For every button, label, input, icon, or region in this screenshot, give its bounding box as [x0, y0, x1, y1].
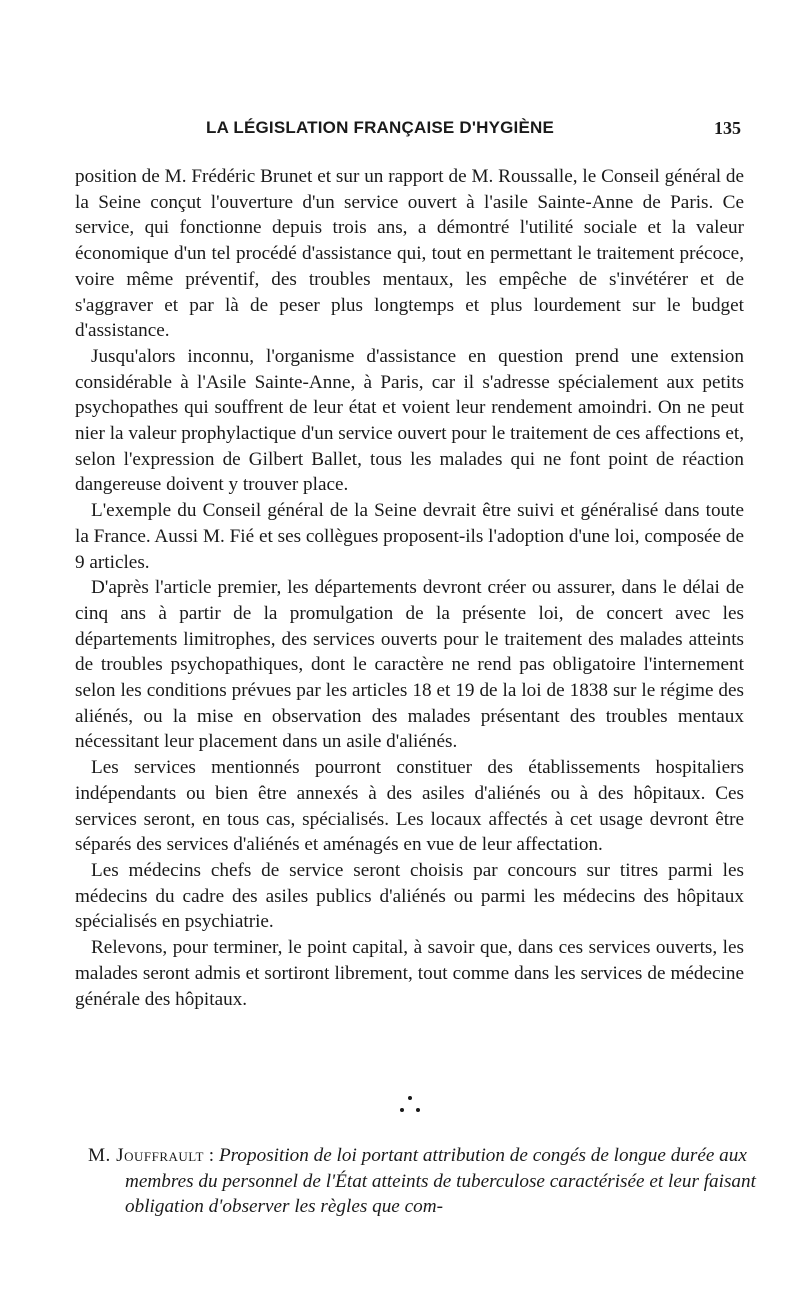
section-ornament [392, 1092, 428, 1118]
entry-author: M. Jouffrault [88, 1145, 204, 1166]
ornament-dot [400, 1108, 404, 1112]
page-number: 135 [714, 118, 741, 138]
entry-separator: : [204, 1145, 219, 1166]
paragraph: D'après l'article premier, les départements devront créer ou assurer, dans le délai de cinq ans à partir de la promulgation de la présente loi, de concert avec les départements limitrophes, des services ouverts pour le traitement des malades atteints de troubles psychopathiques, dont le caractère ne rend pas obligatoire l'internement selon les conditions prévues par les articles 18 et 19 de la loi de 1838 sur le régime des aliénés, ou la mise en observation des malades présentant des troubles mentaux nécessitant leur placement dans un asile d'aliénés. [75, 577, 744, 753]
paragraph: Jusqu'alors inconnu, l'organisme d'assistance en question prend une extension considérable à l'Asile Sainte-Anne, à Paris, car il s'adresse spécialement aux petits psychopathes qui souffrent de leur état et voient leur rendement amoindri. On ne peut nier la valeur prophylactique d'un service ouvert pour le traitement de ces affections et, selon l'expression de Gilbert Ballet, tous les malades qui ne font point de réaction dangereuse doivent y trouver place. [75, 345, 744, 496]
paragraph: Les médecins chefs de service seront choisis par concours sur titres parmi les médecins du cadre des asiles publics d'aliénés ou parmi les médecins des hôpitaux spécialisés en psychiatrie. [75, 859, 744, 933]
paragraph: Relevons, pour terminer, le point capital, à savoir que, dans ces services ouverts, les malades seront admis et sortiront librement, tout comme dans les services de médecine générale des hôpitaux. [75, 937, 744, 1010]
ornament-dot [416, 1108, 420, 1112]
paragraph: position de M. Frédéric Brunet et sur un rapport de M. Roussalle, le Conseil général de la Seine conçut l'ouverture d'un service ouvert à l'asile Sainte-Anne de Paris. Ce service, qui fonctionne depuis trois ans, a démontré l'utilité sociale et la valeur économique d'un tel procédé d'assistance qui, tout en permettant le traitement précoce, voire même préventif, des troubles mentaux, les empêche de s'invétérer et de s'aggraver et par là de peser plus longtemps et plus lourdement sur le budget d'assistance. [75, 166, 744, 342]
ornament-dot [408, 1096, 412, 1100]
paragraph: Les services mentionnés pourront constituer des établissements hospitaliers indépendants ou bien être annexés à des asiles d'aliénés ou à des hôpitaux. Ces services seront, en tous cas, spécialisés. Les locaux affectés à cet usage devront être séparés des services d'aliénés et aménagés en vue de leur affectation. [75, 757, 744, 856]
running-title: LA LÉGISLATION FRANÇAISE D'HYGIÈNE [206, 118, 555, 137]
running-header [0, 118, 800, 144]
entry-proposal-text: Proposition de loi portant attribution de congés de longue durée aux membres du personnel de l'État atteints de tuberculose caractérisée et leur faisant obligation d'observer les règles que com- [125, 1145, 756, 1218]
body-text [75, 164, 744, 1012]
paragraph: L'exemple du Conseil général de la Seine devrait être suivi et généralisé dans toute la France. Aussi M. Fié et ses collègues proposent-ils l'adoption d'une loi, composée de 9 articles. [75, 500, 744, 573]
proposal-entry [88, 1143, 785, 1220]
